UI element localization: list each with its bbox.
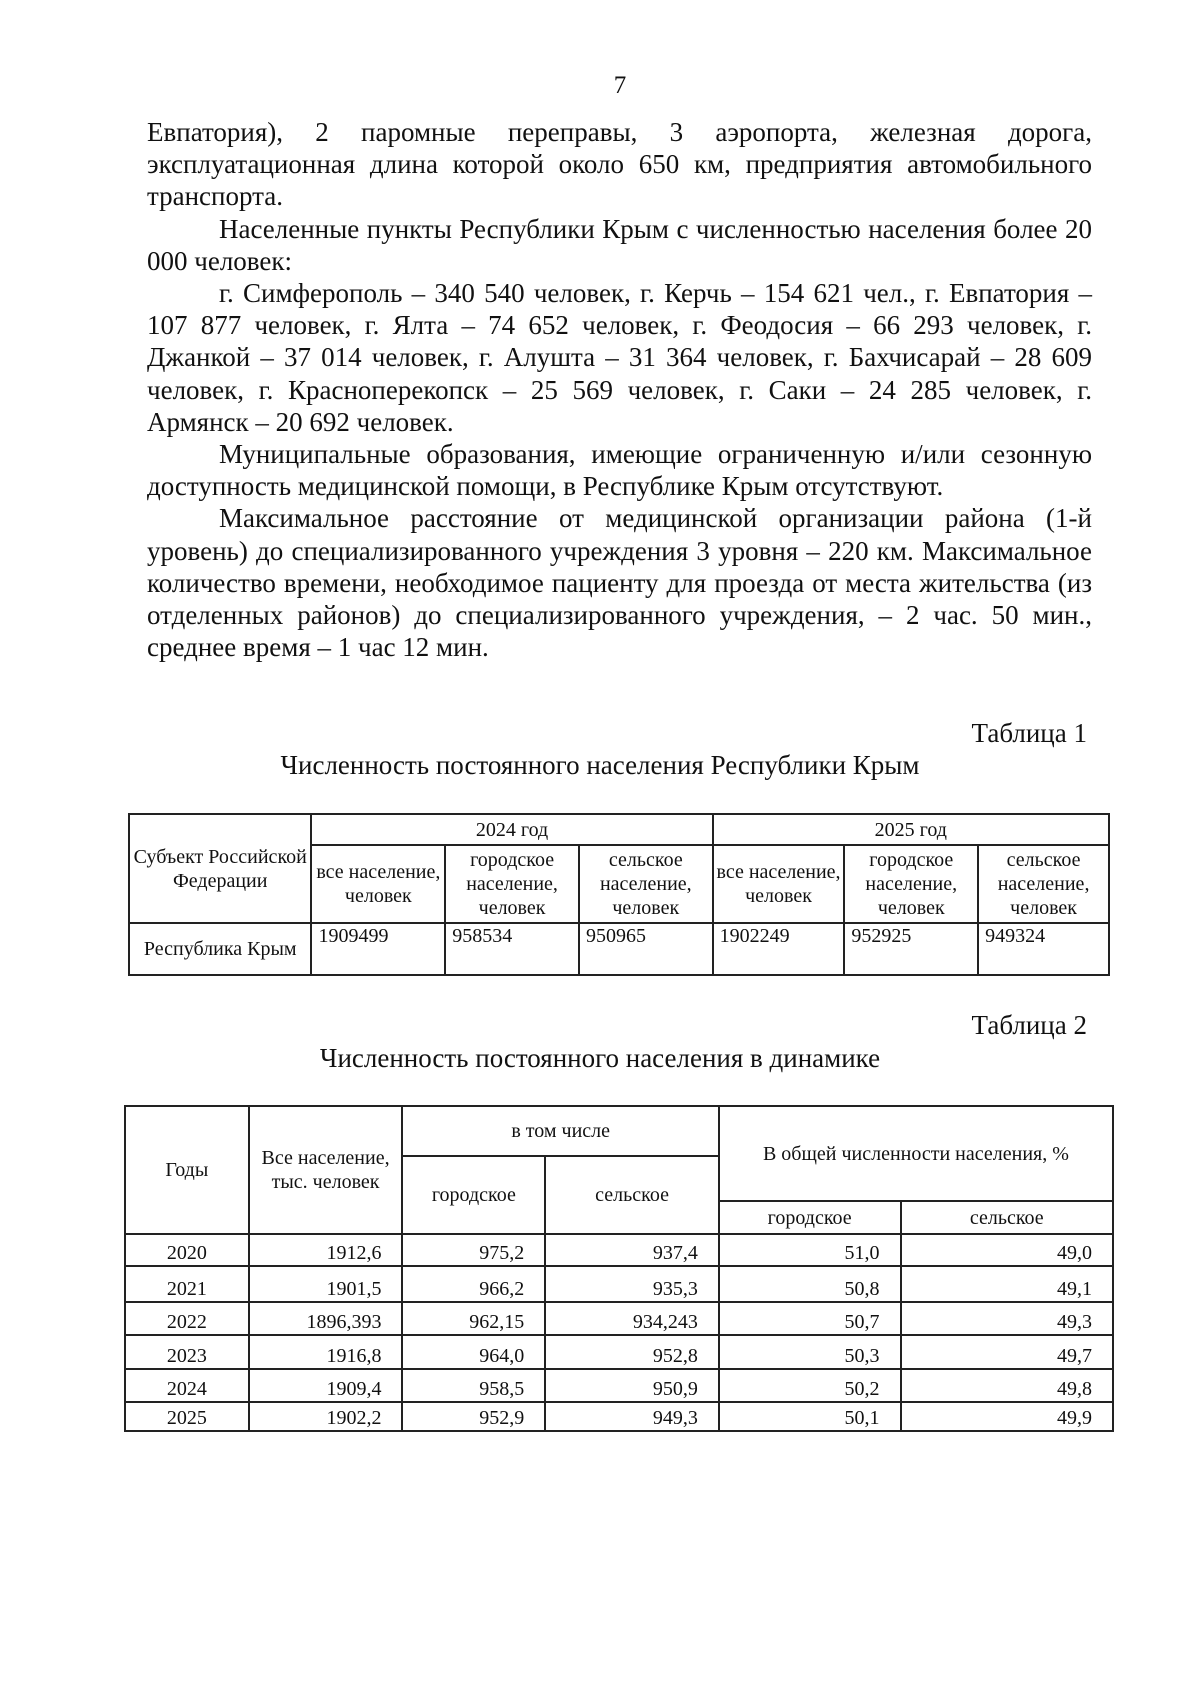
table-row bbox=[125, 1266, 1113, 1302]
table1-label: Таблица 1 bbox=[971, 718, 1087, 748]
value-cell: 1916,8 bbox=[249, 1335, 403, 1369]
value-cell: 958534 bbox=[445, 923, 579, 975]
value-cell: 49,7 bbox=[901, 1335, 1114, 1369]
value-cell: 950965 bbox=[579, 923, 713, 975]
paragraph: Муниципальные образования, имеющие ограниченную и/или сезонную доступность медицинской помощи, в Республике Крым отсутствуют. bbox=[147, 439, 1092, 502]
value-cell: 952,8 bbox=[545, 1335, 719, 1369]
table2-title: Численность постоянного населения в динамике bbox=[319, 1043, 881, 1073]
value-cell: 949,3 bbox=[545, 1402, 719, 1431]
col-all-2025: все население, человек bbox=[713, 845, 845, 923]
value-cell: 49,8 bbox=[901, 1369, 1114, 1402]
share-urban-header: городское bbox=[719, 1201, 901, 1234]
table2-label: Таблица 2 bbox=[971, 1010, 1087, 1040]
col-urban-2025: городское население, человек bbox=[844, 845, 978, 923]
value-cell: 952,9 bbox=[402, 1402, 545, 1431]
value-cell: 962,15 bbox=[402, 1302, 545, 1335]
value-cell: 975,2 bbox=[402, 1234, 545, 1266]
value-cell: 50,2 bbox=[719, 1369, 901, 1402]
table-row bbox=[125, 1234, 1113, 1266]
population-table-2024-2025 bbox=[128, 813, 1110, 976]
value-cell: 49,9 bbox=[901, 1402, 1114, 1431]
paragraph: Населенные пункты Республики Крым с численностью населения более 20 000 человек: bbox=[147, 213, 1092, 276]
value-cell: 1902,2 bbox=[249, 1402, 403, 1431]
table1-title: Численность постоянного населения Республики Крым bbox=[280, 750, 920, 780]
paragraph: г. Симферополь – 340 540 человек, г. Керчь – 154 621 чел., г. Евпатория – 107 877 человек, г. Ялта – 74 652 человек, г. Феодосия – 66 293 человек, г. Джанкой – 37 014 человек, г. Алушта – 31 364 человек, г. Бахчисарай – 28 609 человек, г. Красноперекопск – 25 569 человек, г. Саки – 24 285 человек, г. Армянск – 20 692 человек. bbox=[147, 278, 1092, 437]
value-cell: 1901,5 bbox=[249, 1266, 403, 1302]
value-cell: 51,0 bbox=[719, 1234, 901, 1266]
year-cell: 2022 bbox=[125, 1302, 249, 1335]
year-cell: 2020 bbox=[125, 1234, 249, 1266]
table-row bbox=[125, 1402, 1113, 1431]
year-cell: 2025 bbox=[125, 1402, 249, 1431]
table-row bbox=[125, 1302, 1113, 1335]
value-cell: 1912,6 bbox=[249, 1234, 403, 1266]
value-cell: 49,1 bbox=[901, 1266, 1114, 1302]
year-2025-header: 2025 год bbox=[713, 814, 1109, 845]
value-cell: 1909,4 bbox=[249, 1369, 403, 1402]
paragraph: Евпатория), 2 паромные переправы, 3 аэропорта, железная дорога, эксплуатационная длина которой около 650 км, предприятия автомобильного транспорта. bbox=[147, 117, 1092, 212]
urban-header: городское bbox=[402, 1156, 545, 1234]
all-population-header: Все население, тыс. человек bbox=[249, 1106, 403, 1234]
value-cell: 934,243 bbox=[545, 1302, 719, 1335]
value-cell: 49,3 bbox=[901, 1302, 1114, 1335]
value-cell: 949324 bbox=[978, 923, 1109, 975]
value-cell: 1902249 bbox=[713, 923, 845, 975]
col-all-2024: все население, человек bbox=[311, 845, 445, 923]
year-2024-header: 2024 год bbox=[311, 814, 712, 845]
value-cell: 950,9 bbox=[545, 1369, 719, 1402]
value-cell: 952925 bbox=[844, 923, 978, 975]
table-row bbox=[125, 1335, 1113, 1369]
col-rural-2025: сельское население, человек bbox=[978, 845, 1109, 923]
value-cell: 958,5 bbox=[402, 1369, 545, 1402]
value-cell: 1896,393 bbox=[249, 1302, 403, 1335]
population-dynamics-table bbox=[124, 1105, 1114, 1432]
subject-header: Субъект Российской Федерации bbox=[129, 814, 311, 923]
body-text bbox=[147, 116, 1092, 663]
value-cell: 964,0 bbox=[402, 1335, 545, 1369]
value-cell: 935,3 bbox=[545, 1266, 719, 1302]
rural-header: сельское bbox=[545, 1156, 719, 1234]
value-cell: 50,3 bbox=[719, 1335, 901, 1369]
including-header: в том числе bbox=[402, 1106, 718, 1156]
value-cell: 49,0 bbox=[901, 1234, 1114, 1266]
year-cell: 2021 bbox=[125, 1266, 249, 1302]
year-cell: 2024 bbox=[125, 1369, 249, 1402]
share-header: В общей численности населения, % bbox=[719, 1106, 1113, 1201]
subject-cell: Республика Крым bbox=[129, 923, 311, 975]
year-cell: 2023 bbox=[125, 1335, 249, 1369]
value-cell: 50,7 bbox=[719, 1302, 901, 1335]
value-cell: 50,1 bbox=[719, 1402, 901, 1431]
years-header: Годы bbox=[125, 1106, 249, 1234]
col-rural-2024: сельское население, человек bbox=[579, 845, 713, 923]
share-rural-header: сельское bbox=[901, 1201, 1114, 1234]
value-cell: 937,4 bbox=[545, 1234, 719, 1266]
value-cell: 1909499 bbox=[311, 923, 445, 975]
col-urban-2024: городское население, человек bbox=[445, 845, 579, 923]
value-cell: 50,8 bbox=[719, 1266, 901, 1302]
value-cell: 966,2 bbox=[402, 1266, 545, 1302]
paragraph: Максимальное расстояние от медицинской организации района (1-й уровень) до специализированного учреждения 3 уровня – 220 км. Максимальное количество времени, необходимое пациенту для проезда от места жительства (из отделенных районов) до специализированного учреждения, – 2 час. 50 мин., среднее время – 1 час 12 мин. bbox=[147, 503, 1092, 663]
page-number: 7 bbox=[613, 72, 627, 99]
table-row bbox=[125, 1369, 1113, 1402]
